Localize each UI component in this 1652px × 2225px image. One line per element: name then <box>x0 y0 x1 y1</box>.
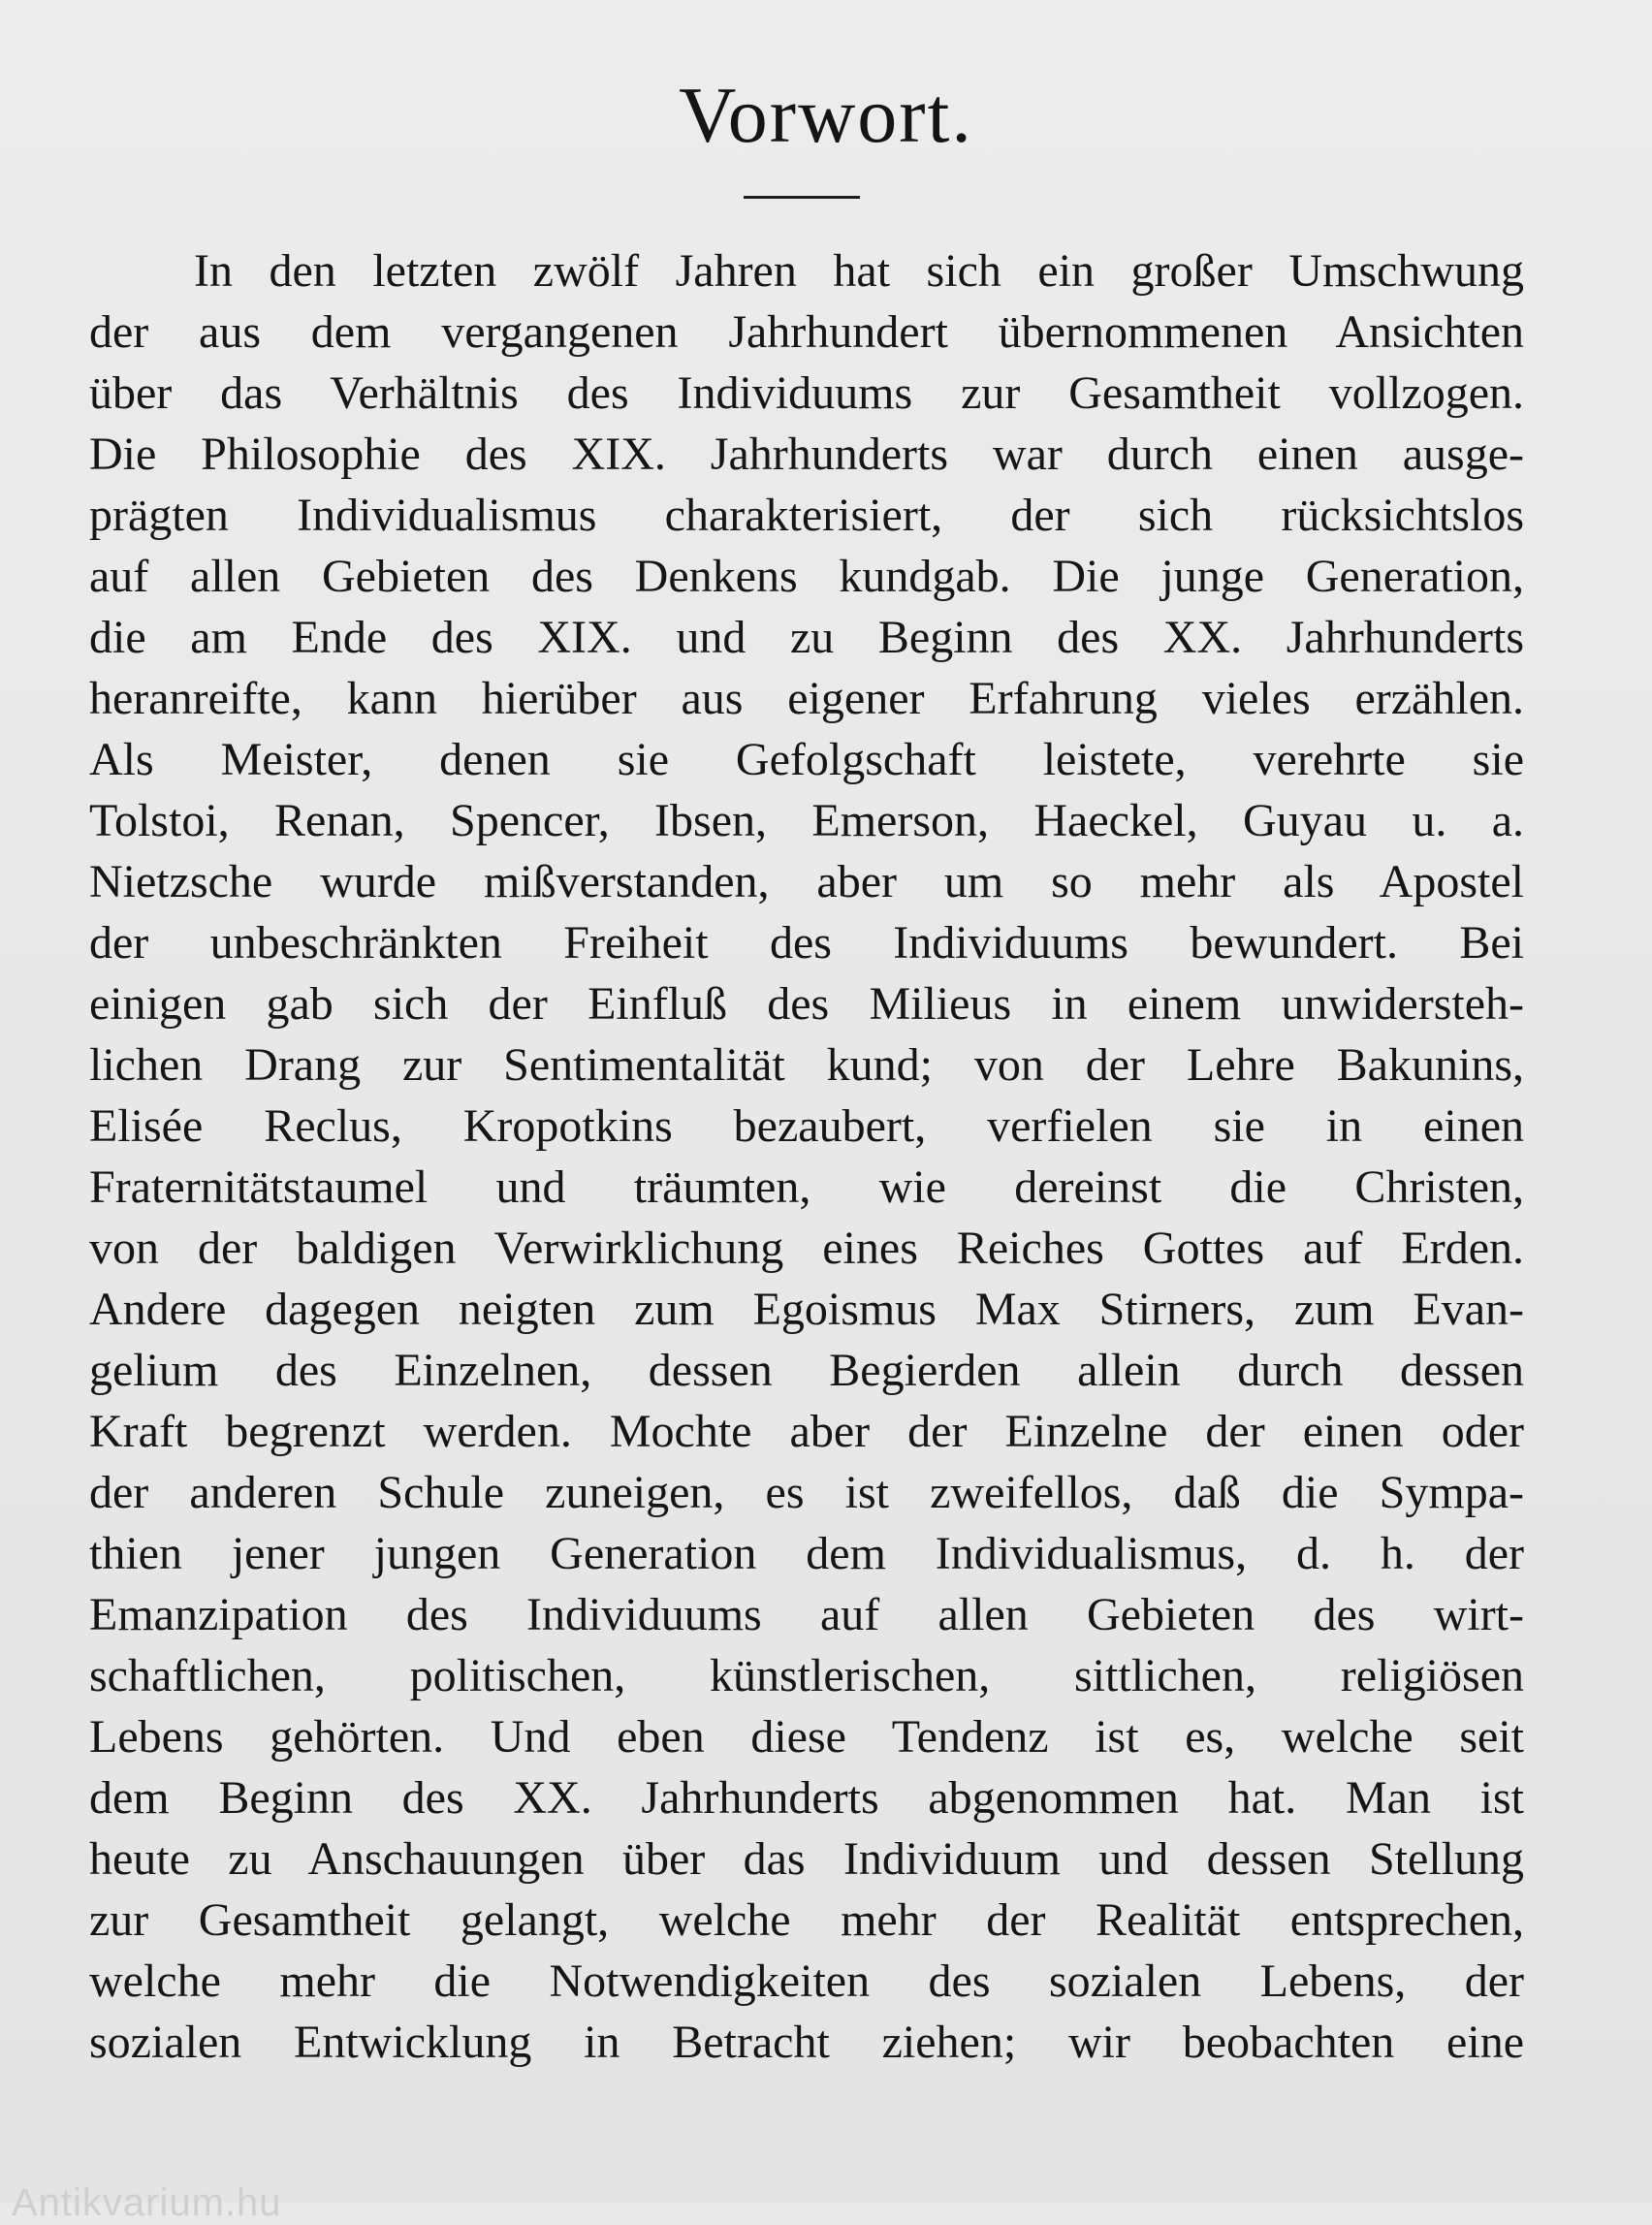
text-line: dem Beginn des XX. Jahrhunderts abgenommen hat. Man ist <box>89 1772 1524 1824</box>
text-line: gelium des Einzelnen, dessen Begierden allein durch dessen <box>89 1345 1524 1396</box>
text-line: Tolstoi, Renan, Spencer, Ibsen, Emerson, Haeckel, Guyau u. a. <box>89 795 1524 846</box>
text-line: auf allen Gebieten des Denkens kundgab. Die junge Generation, <box>89 551 1524 602</box>
text-line: Fraternitätstaumel und träumten, wie dereinst die Christen, <box>89 1161 1524 1213</box>
text-line: lichen Drang zur Sentimentalität kund; von der Lehre Bakunins, <box>89 1039 1524 1091</box>
text-line: einigen gab sich der Einfluß des Milieus in einem unwidersteh- <box>89 978 1524 1030</box>
text-line: welche mehr die Notwendigkeiten des sozialen Lebens, der <box>89 1955 1524 2007</box>
text-line: über das Verhältnis des Individuums zur Gesamtheit vollzogen. <box>89 367 1524 419</box>
text-line: von der baldigen Verwirklichung eines Reiches Gottes auf Erden. <box>89 1223 1524 1274</box>
text-line: Die Philosophie des XIX. Jahrhunderts war durch einen ausge- <box>89 429 1524 480</box>
text-line: der unbeschränkten Freiheit des Individuums bewundert. Bei <box>89 917 1524 969</box>
text-line: heute zu Anschauungen über das Individuum und dessen Stellung <box>89 1833 1524 1885</box>
text-line: schaftlichen, politischen, künstlerischen, sittlichen, religiösen <box>89 1650 1524 1701</box>
text-line: Als Meister, denen sie Gefolgschaft leistete, verehrte sie <box>89 734 1524 785</box>
text-line: Kraft begrenzt werden. Mochte aber der Einzelne der einen oder <box>89 1406 1524 1457</box>
title-divider <box>744 196 860 199</box>
text-line: zur Gesamtheit gelangt, welche mehr der Realität entsprechen, <box>89 1894 1524 1946</box>
text-line: Emanzipation des Individuums auf allen Gebieten des wirt- <box>89 1589 1524 1640</box>
text-line: Andere dagegen neigten zum Egoismus Max Stirners, zum Evan- <box>89 1284 1524 1335</box>
text-line: der anderen Schule zuneigen, es ist zweifellos, daß die Sympa- <box>89 1467 1524 1518</box>
text-line: Nietzsche wurde mißverstanden, aber um so mehr als Apostel <box>89 856 1524 907</box>
text-line: In den letzten zwölf Jahren hat sich ein großer Umschwung <box>194 245 1524 297</box>
text-line: die am Ende des XIX. und zu Beginn des XX. Jahrhunderts <box>89 612 1524 663</box>
preface-text <box>89 240 1524 2073</box>
text-line: thien jener jungen Generation dem Individualismus, d. h. der <box>89 1528 1524 1579</box>
text-line: heranreifte, kann hierüber aus eigener Erfahrung vieles erzählen. <box>89 673 1524 724</box>
text-line: sozialen Entwicklung in Betracht ziehen; wir beobachten eine <box>89 2017 1524 2068</box>
text-line: prägten Individualismus charakterisiert, der sich rücksichtslos <box>89 490 1524 541</box>
watermark: Antikvarium.hu <box>12 2181 282 2224</box>
text-line: der aus dem vergangenen Jahrhundert übernommenen Ansichten <box>89 306 1524 358</box>
text-line: Elisée Reclus, Kropotkins bezaubert, verfielen sie in einen <box>89 1100 1524 1152</box>
text-line: Lebens gehörten. Und eben diese Tendenz ist es, welche seit <box>89 1711 1524 1763</box>
page-title: Vorwort. <box>679 71 973 159</box>
